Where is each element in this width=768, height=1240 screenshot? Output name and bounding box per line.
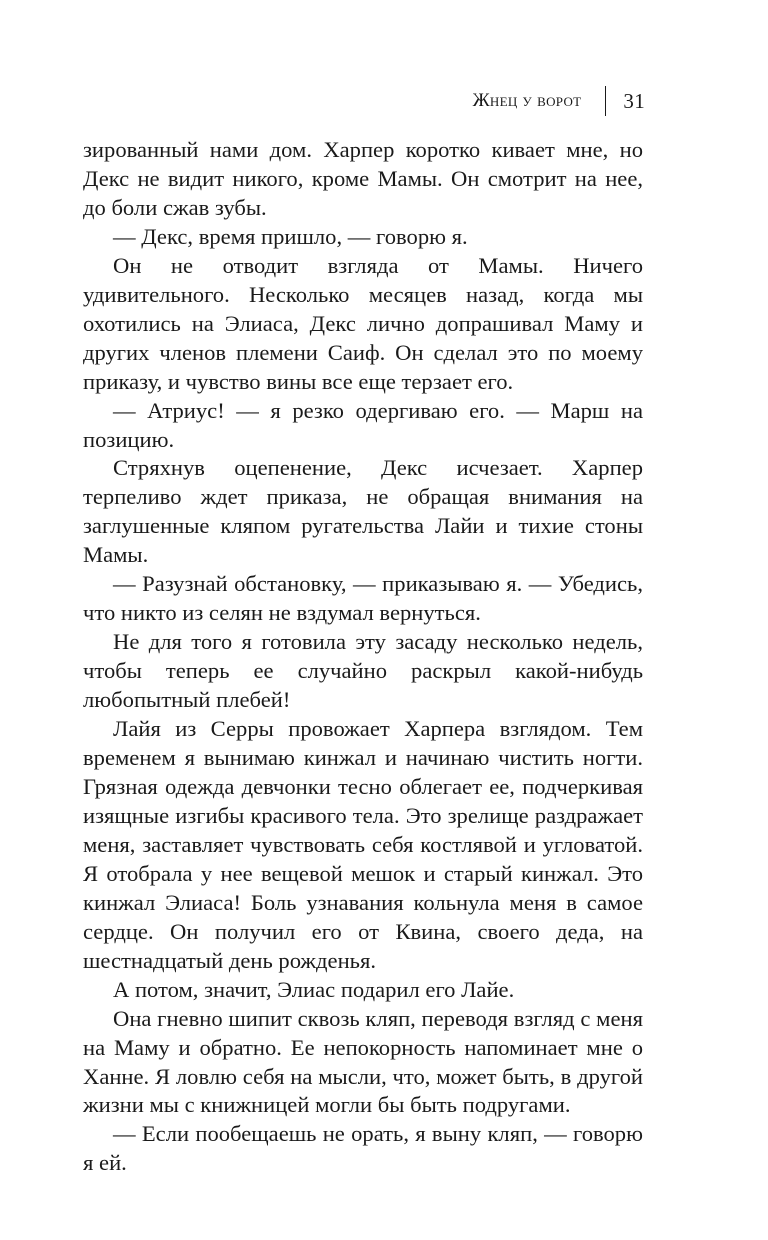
paragraph: — Декс, время пришло, — говорю я. (113, 223, 468, 249)
paragraph: Не для того я готовила эту засаду несколько недель, чтобы теперь ее случайно раскрыл какой-нибудь любопытный плебей! (83, 629, 643, 713)
paragraph: Он не отводит взгляда от Мамы. Ничего удивительного. Несколько месяцев назад, когда мы охотились на Элиаса, Декс лично допрашивал Маму и других членов племени Саиф. Он сделал это по моему приказу, и чувство вины все еще терзает его. (83, 252, 643, 394)
running-head-divider (605, 86, 606, 116)
page-number: 31 (623, 88, 645, 113)
paragraph: — Разузнай обстановку, — приказываю я. — Убедись, что никто из селян не вздумал вернуться. (83, 571, 643, 626)
paragraph: Лайя из Серры провожает Харпера взглядом. Тем временем я вынимаю кинжал и начинаю чистить ногти. Грязная одежда девчонки тесно облегает ее, подчеркивая изящные изгибы красивого тела. Это зрелище раздражает меня, заставляет чувствовать себя костлявой и угловатой. Я отобрала у нее вещевой мешок и старый кинжал. Это кинжал Элиаса! Боль узнавания кольнула меня в самое сердце. Он получил его от Квина, своего деда, на шестнадцатый день рожденья. (83, 716, 643, 973)
running-head-title: Жнец у ворот (472, 90, 582, 111)
running-head (473, 86, 645, 116)
body-text (83, 136, 643, 1178)
paragraph: зированный нами дом. Харпер коротко кивает мне, но Декс не видит никого, кроме Мамы. Он смотрит на нее, до боли сжав зубы. (83, 137, 643, 220)
paragraph: Стряхнув оцепенение, Декс исчезает. Харпер терпеливо ждет приказа, не обращая внимания на заглушенные кляпом ругательства Лайи и тихие стоны Мамы. (83, 455, 643, 568)
paragraph: Она гневно шипит сквозь кляп, переводя взгляд с меня на Маму и обратно. Ее непокорность напоминает мне о Ханне. Я ловлю себя на мысли, что, может быть, в другой жизни мы с книжницей могли бы быть подругами. (83, 1005, 643, 1118)
paragraph: — Если пообещаешь не орать, я выну кляп, — говорю я ей. (83, 1121, 643, 1176)
paragraph: — Атриус! — я резко одергиваю его. — Марш на позицию. (83, 397, 643, 452)
paragraph: А потом, значит, Элиас подарил его Лайе. (113, 976, 515, 1002)
